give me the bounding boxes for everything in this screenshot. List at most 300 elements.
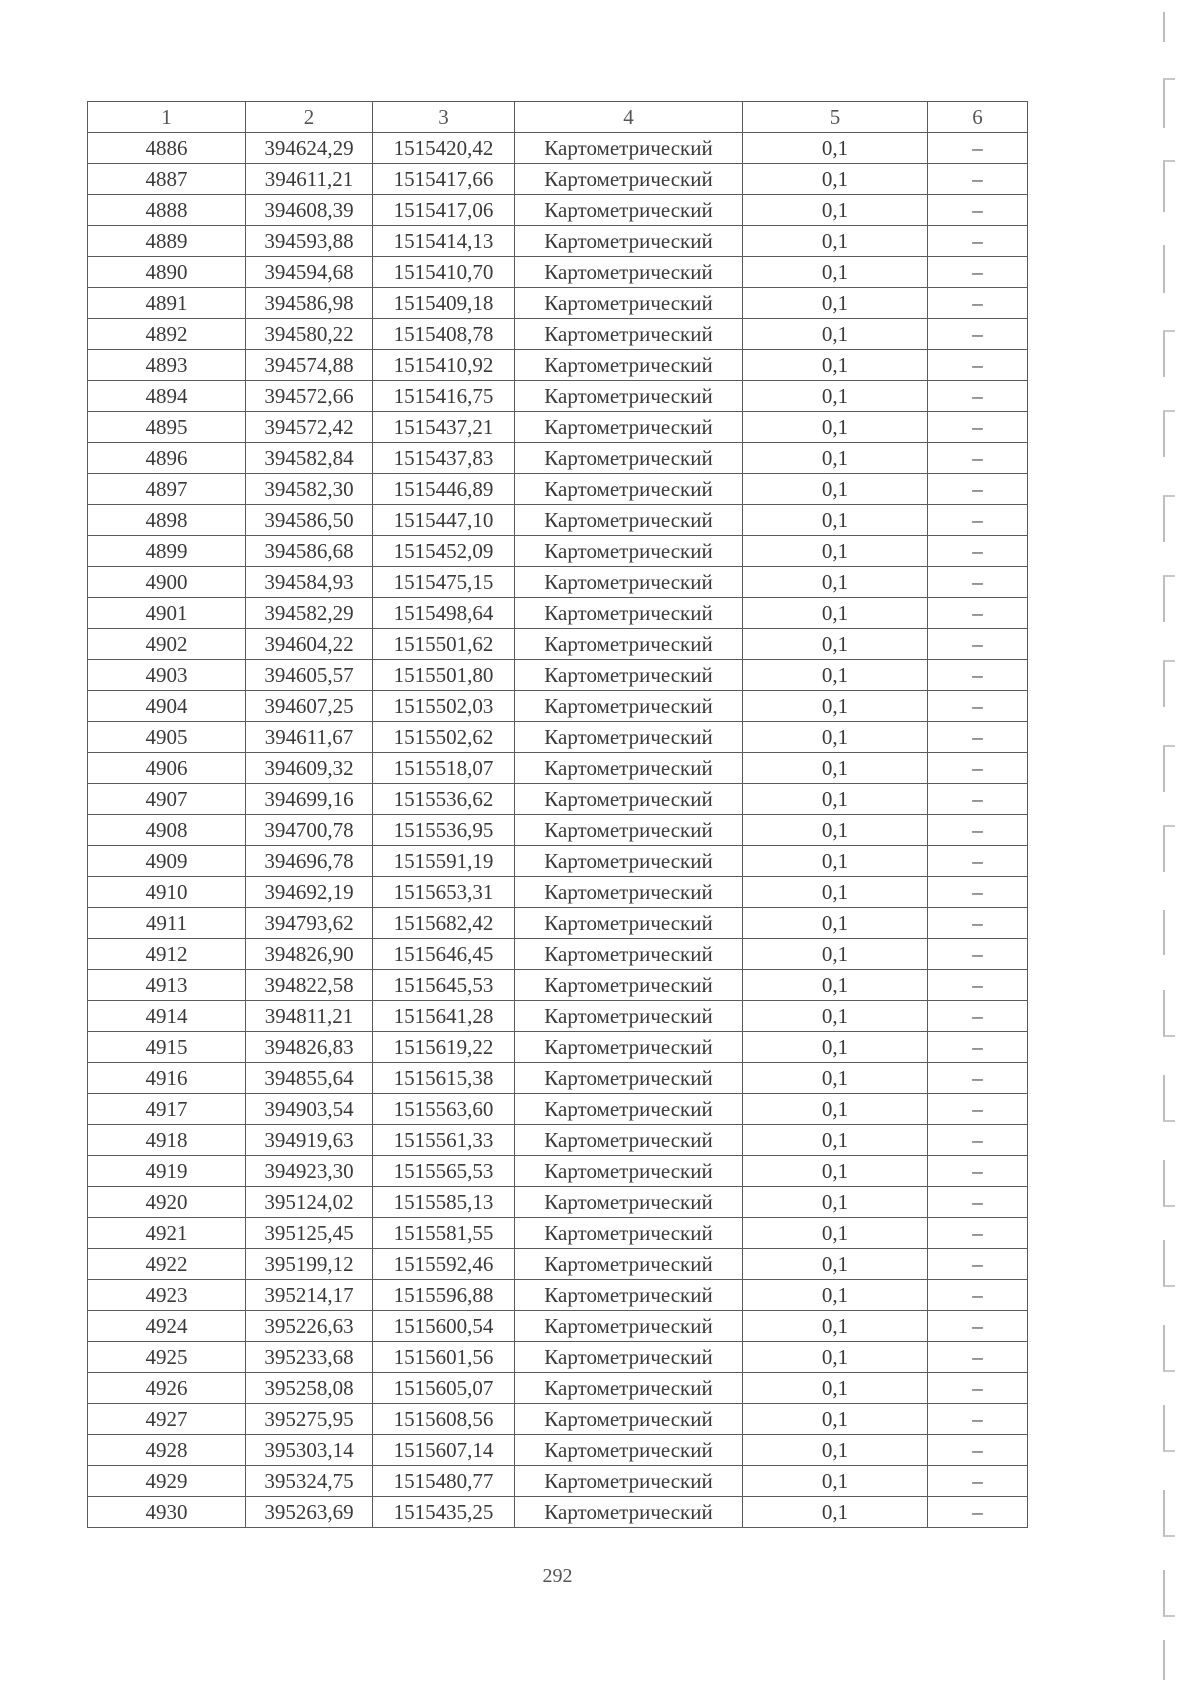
x-coordinate-cell: 394605,57 [246, 660, 373, 691]
method-cell: Картометрический [515, 1187, 743, 1218]
method-cell: Картометрический [515, 598, 743, 629]
column-header-3: 3 [373, 102, 515, 133]
x-coordinate-cell: 394811,21 [246, 1001, 373, 1032]
method-cell: Картометрический [515, 1280, 743, 1311]
point-number-cell: 4901 [88, 598, 246, 629]
table-row [88, 1001, 1028, 1032]
point-number-cell: 4913 [88, 970, 246, 1001]
table-body [88, 133, 1028, 1528]
method-cell: Картометрический [515, 939, 743, 970]
x-coordinate-cell: 395258,08 [246, 1373, 373, 1404]
method-cell: Картометрический [515, 319, 743, 350]
note-cell: – [928, 1218, 1028, 1249]
x-coordinate-cell: 394793,62 [246, 908, 373, 939]
accuracy-cell: 0,1 [743, 1249, 928, 1280]
y-coordinate-cell: 1515563,60 [373, 1094, 515, 1125]
y-coordinate-cell: 1515420,42 [373, 133, 515, 164]
point-number-cell: 4900 [88, 567, 246, 598]
x-coordinate-cell: 395199,12 [246, 1249, 373, 1280]
x-coordinate-cell: 394604,22 [246, 629, 373, 660]
edge-mark [1163, 1075, 1175, 1122]
y-coordinate-cell: 1515641,28 [373, 1001, 515, 1032]
table-row [88, 1466, 1028, 1497]
table-row [88, 1032, 1028, 1063]
accuracy-cell: 0,1 [743, 412, 928, 443]
x-coordinate-cell: 395303,14 [246, 1435, 373, 1466]
table-row [88, 691, 1028, 722]
note-cell: – [928, 195, 1028, 226]
note-cell: – [928, 164, 1028, 195]
table-row [88, 908, 1028, 939]
y-coordinate-cell: 1515682,42 [373, 908, 515, 939]
note-cell: – [928, 350, 1028, 381]
table-row [88, 133, 1028, 164]
y-coordinate-cell: 1515498,64 [373, 598, 515, 629]
note-cell: – [928, 877, 1028, 908]
table-row [88, 319, 1028, 350]
edge-mark [1163, 1405, 1175, 1452]
table-row [88, 1125, 1028, 1156]
accuracy-cell: 0,1 [743, 753, 928, 784]
x-coordinate-cell: 394923,30 [246, 1156, 373, 1187]
note-cell: – [928, 970, 1028, 1001]
method-cell: Картометрический [515, 908, 743, 939]
method-cell: Картометрический [515, 1373, 743, 1404]
table-row [88, 1497, 1028, 1528]
note-cell: – [928, 1094, 1028, 1125]
accuracy-cell: 0,1 [743, 567, 928, 598]
point-number-cell: 4921 [88, 1218, 246, 1249]
accuracy-cell: 0,1 [743, 1342, 928, 1373]
x-coordinate-cell: 394586,50 [246, 505, 373, 536]
point-number-cell: 4888 [88, 195, 246, 226]
method-cell: Картометрический [515, 1497, 743, 1528]
accuracy-cell: 0,1 [743, 133, 928, 164]
y-coordinate-cell: 1515608,56 [373, 1404, 515, 1435]
method-cell: Картометрический [515, 505, 743, 536]
point-number-cell: 4899 [88, 536, 246, 567]
x-coordinate-cell: 394586,68 [246, 536, 373, 567]
y-coordinate-cell: 1515536,95 [373, 815, 515, 846]
point-number-cell: 4896 [88, 443, 246, 474]
accuracy-cell: 0,1 [743, 195, 928, 226]
edge-mark [1163, 1490, 1175, 1537]
accuracy-cell: 0,1 [743, 1280, 928, 1311]
method-cell: Картометрический [515, 474, 743, 505]
point-number-cell: 4926 [88, 1373, 246, 1404]
edge-mark [1163, 1570, 1175, 1617]
table-row [88, 784, 1028, 815]
x-coordinate-cell: 395324,75 [246, 1466, 373, 1497]
accuracy-cell: 0,1 [743, 1125, 928, 1156]
x-coordinate-cell: 394586,98 [246, 288, 373, 319]
y-coordinate-cell: 1515501,80 [373, 660, 515, 691]
point-number-cell: 4924 [88, 1311, 246, 1342]
method-cell: Картометрический [515, 350, 743, 381]
y-coordinate-cell: 1515480,77 [373, 1466, 515, 1497]
table-row [88, 629, 1028, 660]
y-coordinate-cell: 1515591,19 [373, 846, 515, 877]
note-cell: – [928, 691, 1028, 722]
table-row [88, 753, 1028, 784]
point-number-cell: 4928 [88, 1435, 246, 1466]
point-number-cell: 4916 [88, 1063, 246, 1094]
x-coordinate-cell: 395226,63 [246, 1311, 373, 1342]
note-cell: – [928, 1187, 1028, 1218]
accuracy-cell: 0,1 [743, 970, 928, 1001]
accuracy-cell: 0,1 [743, 722, 928, 753]
method-cell: Картометрический [515, 412, 743, 443]
point-number-cell: 4908 [88, 815, 246, 846]
edge-mark [1163, 1240, 1175, 1287]
accuracy-cell: 0,1 [743, 319, 928, 350]
accuracy-cell: 0,1 [743, 939, 928, 970]
note-cell: – [928, 1373, 1028, 1404]
accuracy-cell: 0,1 [743, 877, 928, 908]
column-header-1: 1 [88, 102, 246, 133]
note-cell: – [928, 133, 1028, 164]
y-coordinate-cell: 1515592,46 [373, 1249, 515, 1280]
method-cell: Картометрический [515, 1404, 743, 1435]
x-coordinate-cell: 394608,39 [246, 195, 373, 226]
table-row [88, 443, 1028, 474]
method-cell: Картометрический [515, 877, 743, 908]
note-cell: – [928, 815, 1028, 846]
x-coordinate-cell: 395124,02 [246, 1187, 373, 1218]
y-coordinate-cell: 1515416,75 [373, 381, 515, 412]
x-coordinate-cell: 394826,90 [246, 939, 373, 970]
note-cell: – [928, 257, 1028, 288]
accuracy-cell: 0,1 [743, 257, 928, 288]
y-coordinate-cell: 1515646,45 [373, 939, 515, 970]
y-coordinate-cell: 1515581,55 [373, 1218, 515, 1249]
accuracy-cell: 0,1 [743, 1311, 928, 1342]
table-row [88, 350, 1028, 381]
y-coordinate-cell: 1515502,03 [373, 691, 515, 722]
table-row [88, 846, 1028, 877]
y-coordinate-cell: 1515410,92 [373, 350, 515, 381]
note-cell: – [928, 1249, 1028, 1280]
method-cell: Картометрический [515, 722, 743, 753]
accuracy-cell: 0,1 [743, 443, 928, 474]
note-cell: – [928, 1466, 1028, 1497]
y-coordinate-cell: 1515600,54 [373, 1311, 515, 1342]
point-number-cell: 4910 [88, 877, 246, 908]
edge-mark [1163, 245, 1175, 293]
table-row [88, 505, 1028, 536]
table-row [88, 722, 1028, 753]
accuracy-cell: 0,1 [743, 1094, 928, 1125]
table-row [88, 1280, 1028, 1311]
y-coordinate-cell: 1515565,53 [373, 1156, 515, 1187]
point-number-cell: 4903 [88, 660, 246, 691]
table-row [88, 474, 1028, 505]
note-cell: – [928, 1032, 1028, 1063]
table-row [88, 536, 1028, 567]
point-number-cell: 4917 [88, 1094, 246, 1125]
note-cell: – [928, 846, 1028, 877]
x-coordinate-cell: 394692,19 [246, 877, 373, 908]
x-coordinate-cell: 394582,29 [246, 598, 373, 629]
accuracy-cell: 0,1 [743, 1466, 928, 1497]
accuracy-cell: 0,1 [743, 691, 928, 722]
method-cell: Картометрический [515, 1249, 743, 1280]
note-cell: – [928, 629, 1028, 660]
accuracy-cell: 0,1 [743, 1218, 928, 1249]
method-cell: Картометрический [515, 195, 743, 226]
accuracy-cell: 0,1 [743, 381, 928, 412]
note-cell: – [928, 474, 1028, 505]
method-cell: Картометрический [515, 1435, 743, 1466]
table-row [88, 288, 1028, 319]
edge-mark [1163, 12, 1175, 42]
accuracy-cell: 0,1 [743, 908, 928, 939]
note-cell: – [928, 1001, 1028, 1032]
edge-mark [1163, 825, 1175, 872]
point-number-cell: 4897 [88, 474, 246, 505]
x-coordinate-cell: 394582,30 [246, 474, 373, 505]
edge-mark [1163, 160, 1175, 212]
note-cell: – [928, 443, 1028, 474]
table-row [88, 815, 1028, 846]
table-row [88, 1249, 1028, 1280]
table-row [88, 381, 1028, 412]
method-cell: Картометрический [515, 226, 743, 257]
accuracy-cell: 0,1 [743, 784, 928, 815]
note-cell: – [928, 567, 1028, 598]
table-row [88, 195, 1028, 226]
x-coordinate-cell: 394696,78 [246, 846, 373, 877]
method-cell: Картометрический [515, 257, 743, 288]
point-number-cell: 4914 [88, 1001, 246, 1032]
point-number-cell: 4912 [88, 939, 246, 970]
x-coordinate-cell: 394574,88 [246, 350, 373, 381]
note-cell: – [928, 753, 1028, 784]
accuracy-cell: 0,1 [743, 1497, 928, 1528]
edge-mark [1163, 575, 1175, 622]
note-cell: – [928, 784, 1028, 815]
y-coordinate-cell: 1515653,31 [373, 877, 515, 908]
point-number-cell: 4890 [88, 257, 246, 288]
accuracy-cell: 0,1 [743, 350, 928, 381]
note-cell: – [928, 1311, 1028, 1342]
note-cell: – [928, 660, 1028, 691]
method-cell: Картометрический [515, 846, 743, 877]
accuracy-cell: 0,1 [743, 660, 928, 691]
accuracy-cell: 0,1 [743, 846, 928, 877]
point-number-cell: 4894 [88, 381, 246, 412]
y-coordinate-cell: 1515435,25 [373, 1497, 515, 1528]
method-cell: Картометрический [515, 536, 743, 567]
method-cell: Картометрический [515, 381, 743, 412]
x-coordinate-cell: 394699,16 [246, 784, 373, 815]
note-cell: – [928, 412, 1028, 443]
method-cell: Картометрический [515, 443, 743, 474]
note-cell: – [928, 319, 1028, 350]
x-coordinate-cell: 394826,83 [246, 1032, 373, 1063]
point-number-cell: 4909 [88, 846, 246, 877]
table-row [88, 412, 1028, 443]
method-cell: Картометрический [515, 815, 743, 846]
y-coordinate-cell: 1515417,06 [373, 195, 515, 226]
edge-mark [1163, 330, 1175, 377]
accuracy-cell: 0,1 [743, 1435, 928, 1466]
y-coordinate-cell: 1515605,07 [373, 1373, 515, 1404]
y-coordinate-cell: 1515596,88 [373, 1280, 515, 1311]
x-coordinate-cell: 394594,68 [246, 257, 373, 288]
point-number-cell: 4929 [88, 1466, 246, 1497]
accuracy-cell: 0,1 [743, 629, 928, 660]
edge-mark [1163, 495, 1175, 542]
column-header-2: 2 [246, 102, 373, 133]
x-coordinate-cell: 394572,66 [246, 381, 373, 412]
method-cell: Картометрический [515, 1342, 743, 1373]
edge-mark [1163, 745, 1175, 792]
y-coordinate-cell: 1515501,62 [373, 629, 515, 660]
edge-mark [1163, 990, 1175, 1037]
point-number-cell: 4906 [88, 753, 246, 784]
table-row [88, 1063, 1028, 1094]
x-coordinate-cell: 394624,29 [246, 133, 373, 164]
accuracy-cell: 0,1 [743, 1032, 928, 1063]
method-cell: Картометрический [515, 1125, 743, 1156]
y-coordinate-cell: 1515607,14 [373, 1435, 515, 1466]
page-number: 292 [542, 1565, 573, 1587]
x-coordinate-cell: 394580,22 [246, 319, 373, 350]
note-cell: – [928, 1404, 1028, 1435]
y-coordinate-cell: 1515645,53 [373, 970, 515, 1001]
y-coordinate-cell: 1515619,22 [373, 1032, 515, 1063]
edge-mark [1163, 1325, 1175, 1372]
method-cell: Картометрический [515, 691, 743, 722]
table-row [88, 939, 1028, 970]
x-coordinate-cell: 394584,93 [246, 567, 373, 598]
table-row [88, 1342, 1028, 1373]
accuracy-cell: 0,1 [743, 1373, 928, 1404]
note-cell: – [928, 1280, 1028, 1311]
table-row [88, 257, 1028, 288]
table-row [88, 1156, 1028, 1187]
accuracy-cell: 0,1 [743, 1001, 928, 1032]
y-coordinate-cell: 1515437,83 [373, 443, 515, 474]
accuracy-cell: 0,1 [743, 1404, 928, 1435]
point-number-cell: 4925 [88, 1342, 246, 1373]
method-cell: Картометрический [515, 1311, 743, 1342]
point-number-cell: 4902 [88, 629, 246, 660]
point-number-cell: 4904 [88, 691, 246, 722]
method-cell: Картометрический [515, 629, 743, 660]
accuracy-cell: 0,1 [743, 598, 928, 629]
y-coordinate-cell: 1515536,62 [373, 784, 515, 815]
edge-mark [1163, 1160, 1175, 1207]
y-coordinate-cell: 1515585,13 [373, 1187, 515, 1218]
edge-mark [1163, 910, 1175, 955]
x-coordinate-cell: 394609,32 [246, 753, 373, 784]
method-cell: Картометрический [515, 133, 743, 164]
method-cell: Картометрический [515, 784, 743, 815]
x-coordinate-cell: 395125,45 [246, 1218, 373, 1249]
method-cell: Картометрический [515, 753, 743, 784]
edge-mark [1163, 660, 1175, 707]
accuracy-cell: 0,1 [743, 164, 928, 195]
x-coordinate-cell: 395214,17 [246, 1280, 373, 1311]
note-cell: – [928, 226, 1028, 257]
method-cell: Картометрический [515, 970, 743, 1001]
note-cell: – [928, 1435, 1028, 1466]
method-cell: Картометрический [515, 1466, 743, 1497]
table-row [88, 877, 1028, 908]
x-coordinate-cell: 394582,84 [246, 443, 373, 474]
x-coordinate-cell: 394822,58 [246, 970, 373, 1001]
table-row [88, 660, 1028, 691]
table-row [88, 1435, 1028, 1466]
method-cell: Картометрический [515, 164, 743, 195]
header-row [88, 102, 1028, 133]
x-coordinate-cell: 394855,64 [246, 1063, 373, 1094]
table-row [88, 1373, 1028, 1404]
table-row [88, 1218, 1028, 1249]
x-coordinate-cell: 394611,67 [246, 722, 373, 753]
method-cell: Картометрический [515, 288, 743, 319]
method-cell: Картометрический [515, 1094, 743, 1125]
y-coordinate-cell: 1515502,62 [373, 722, 515, 753]
point-number-cell: 4907 [88, 784, 246, 815]
note-cell: – [928, 908, 1028, 939]
accuracy-cell: 0,1 [743, 1063, 928, 1094]
x-coordinate-cell: 395263,69 [246, 1497, 373, 1528]
coordinates-table [87, 101, 1028, 1528]
method-cell: Картометрический [515, 567, 743, 598]
note-cell: – [928, 1342, 1028, 1373]
y-coordinate-cell: 1515447,10 [373, 505, 515, 536]
point-number-cell: 4893 [88, 350, 246, 381]
y-coordinate-cell: 1515561,33 [373, 1125, 515, 1156]
point-number-cell: 4922 [88, 1249, 246, 1280]
point-number-cell: 4920 [88, 1187, 246, 1218]
point-number-cell: 4895 [88, 412, 246, 443]
accuracy-cell: 0,1 [743, 815, 928, 846]
y-coordinate-cell: 1515601,56 [373, 1342, 515, 1373]
note-cell: – [928, 939, 1028, 970]
y-coordinate-cell: 1515446,89 [373, 474, 515, 505]
x-coordinate-cell: 394700,78 [246, 815, 373, 846]
table-row [88, 567, 1028, 598]
point-number-cell: 4905 [88, 722, 246, 753]
column-header-6: 6 [928, 102, 1028, 133]
x-coordinate-cell: 394607,25 [246, 691, 373, 722]
table-row [88, 1311, 1028, 1342]
table-header [88, 102, 1028, 133]
x-coordinate-cell: 395233,68 [246, 1342, 373, 1373]
y-coordinate-cell: 1515408,78 [373, 319, 515, 350]
point-number-cell: 4915 [88, 1032, 246, 1063]
x-coordinate-cell: 394919,63 [246, 1125, 373, 1156]
y-coordinate-cell: 1515518,07 [373, 753, 515, 784]
note-cell: – [928, 1156, 1028, 1187]
y-coordinate-cell: 1515410,70 [373, 257, 515, 288]
note-cell: – [928, 288, 1028, 319]
x-coordinate-cell: 395275,95 [246, 1404, 373, 1435]
x-coordinate-cell: 394593,88 [246, 226, 373, 257]
x-coordinate-cell: 394572,42 [246, 412, 373, 443]
column-header-4: 4 [515, 102, 743, 133]
y-coordinate-cell: 1515409,18 [373, 288, 515, 319]
accuracy-cell: 0,1 [743, 226, 928, 257]
accuracy-cell: 0,1 [743, 474, 928, 505]
table-row [88, 1187, 1028, 1218]
edge-mark [1163, 410, 1175, 457]
y-coordinate-cell: 1515437,21 [373, 412, 515, 443]
